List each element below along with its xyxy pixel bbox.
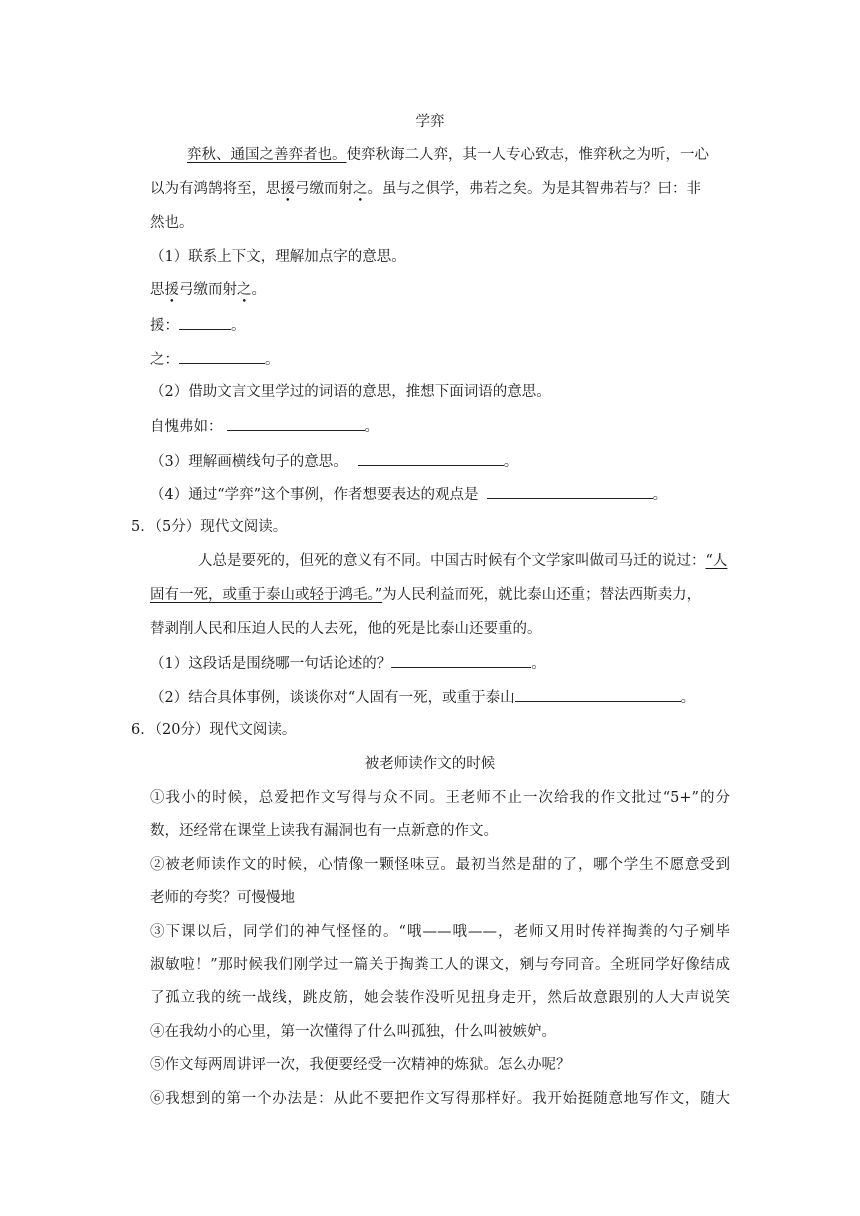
q6-line-7: 了孤立我的统一战线，跳皮筋，她会装作没听见扭身走开，然后故意跟别的人大声说笑 xyxy=(150,990,730,1006)
answer-line-yuan: 援： 。 xyxy=(150,315,246,336)
underlined-sentence: 弈秋、通国之善弈者也。 xyxy=(187,147,347,163)
underlined-quote: 固有一死，或重于泰山或轻于鸿毛。” xyxy=(150,587,383,603)
q6-line-4: 老师的夸奖？可慢慢地 xyxy=(150,890,295,906)
answer-blank[interactable] xyxy=(515,687,681,702)
question-2: （2）借助文言文里学过的词语的意思，推想下面词语的意思。 xyxy=(150,384,551,400)
q6-line-6: 淑敏啦！”那时候我们刚学过一篇关于掏粪工人的课文，剜与夸同音。全班同学好像结成 xyxy=(150,957,730,973)
classical-line-1: 弈秋、通国之善弈者也。使弈秋诲二人弈，其一人专心致志，惟弈秋之为听，一心 xyxy=(187,147,709,163)
q6-title: 被老师读作文的时候 xyxy=(364,756,496,772)
q6-header: 6．（20分）现代文阅读。 xyxy=(131,722,297,738)
answer-blank[interactable] xyxy=(358,451,504,466)
q5-question-1: （1）这段话是围绕哪一句话论述的？ 。 xyxy=(150,653,546,674)
answer-line-zhi: 之： 。 xyxy=(150,349,280,370)
q5-question-2: （2）结合具体事例，谈谈你对“人固有一死，或重于泰山 。 xyxy=(150,687,695,708)
q5-para-line-3: 替剥削人民和压迫人民的人去死，他的死是比泰山还要重的。 xyxy=(150,621,542,637)
question-1: （1）联系上下文，理解加点字的意思。 xyxy=(150,249,406,265)
q6-line-2: 数，还经常在课堂上读我有漏洞也有一点新意的作文。 xyxy=(150,823,498,839)
q6-line-8: ④在我幼小的心里，第一次懂得了什么叫孤独，什么叫被嫉妒。 xyxy=(150,1024,556,1040)
q6-line-5: ③下课以后，同学们的神气怪怪的。“哦——哦——，老师又用时传祥掏粪的勺子剜毕 xyxy=(150,924,730,940)
dotted-char: 之 xyxy=(237,282,252,298)
answer-blank[interactable] xyxy=(227,416,365,431)
q5-header: 5．（5分）现代文阅读。 xyxy=(131,519,288,535)
question-1-sentence: 思援弓缴而射之。 xyxy=(150,282,266,298)
q6-line-10: ⑥我想到的第一个办法是：从此不要把作文写得那样好。我开始挺随意地写作文，随大 xyxy=(150,1091,730,1107)
question-3: （3）理解画横线句子的意思。 。 xyxy=(150,451,518,472)
question-4: （4）通过“学弈”这个事例，作者想要表达的观点是 。 xyxy=(150,484,667,505)
q6-line-3: ②被老师读作文的时候，心情像一颗怪味豆。最初当然是甜的了，哪个学生不愿意受到 xyxy=(150,857,730,873)
q6-line-1: ①我小的时候，总爱把作文写得与众不同。王老师不止一次给我的作文批过“5+”的分 xyxy=(150,790,730,806)
answer-blank[interactable] xyxy=(391,653,531,668)
answer-blank[interactable] xyxy=(179,315,231,330)
answer-line-q2: 自愧弗如： 。 xyxy=(150,416,379,437)
q5-para-line-1: 人总是要死的，但死的意义有不同。中国古时候有个文学家叫做司马迁的说过：“人 xyxy=(198,553,728,569)
dotted-char: 之 xyxy=(353,181,368,197)
classical-line-3: 然也。 xyxy=(150,215,194,231)
answer-blank[interactable] xyxy=(487,484,653,499)
q5-para-line-2: 固有一死，或重于泰山或轻于鸿毛。”为人民利益而死，就比泰山还重；替法西斯卖力， xyxy=(150,587,702,603)
classical-line-2: 以为有鸿鹄将至，思援弓缴而射之。虽与之俱学，弗若之矣。为是其智弗若与？曰：非 xyxy=(150,181,701,197)
classical-title: 学弈 xyxy=(415,114,445,130)
dotted-char: 援 xyxy=(280,181,295,197)
q6-line-9: ⑤作文每两周讲评一次，我便要经受一次精神的炼狱。怎么办呢？ xyxy=(150,1057,571,1073)
answer-blank[interactable] xyxy=(179,349,265,364)
dotted-char: 援 xyxy=(164,282,179,298)
